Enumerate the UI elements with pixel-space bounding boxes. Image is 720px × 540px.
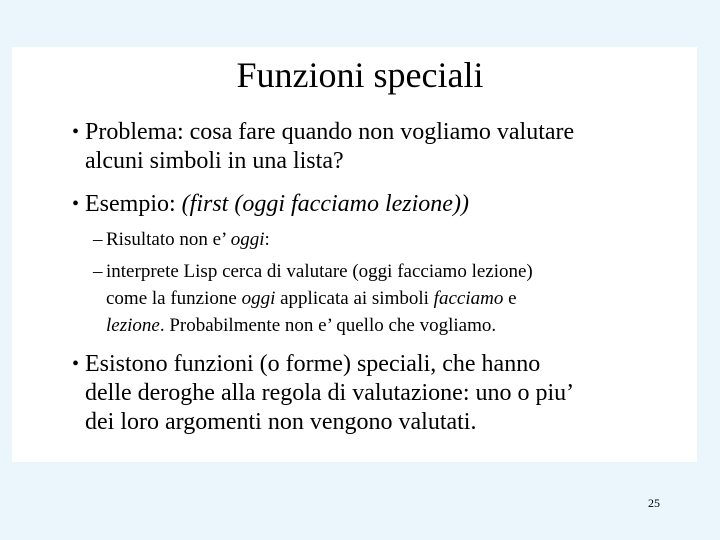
bullet-problem <box>72 118 575 176</box>
page-number: 25 <box>648 496 660 510</box>
sub-bullet-interpreter-line-2 <box>106 285 533 312</box>
sub-bullet-result <box>93 226 270 253</box>
bullet-special-forms-line-1: Esistono funzioni (o forme) speciali, che hanno <box>85 351 541 377</box>
bullet-marker: • <box>72 193 80 215</box>
bullet-special-forms-line-2: delle deroghe alla regola di valutazione: uno o piu’ <box>85 380 575 406</box>
text-segment-italic: oggi <box>241 288 276 309</box>
sub-bullet-interpreter <box>93 258 533 339</box>
sub-bullet-interpreter-line-3 <box>106 312 533 339</box>
bullet-special-forms <box>72 350 575 437</box>
bullet-marker: • <box>72 353 80 375</box>
text-segment-italic: lezione <box>106 315 160 336</box>
sub-bullet-marker: – <box>93 229 103 250</box>
sub-bullet-result-line <box>106 226 270 253</box>
sub-bullet-marker: – <box>93 261 103 282</box>
text-segment: applicata ai simboli <box>275 288 434 309</box>
result-text: Risultato non e’ <box>106 229 231 250</box>
text-segment: come la funzione <box>106 288 242 309</box>
text-segment: e <box>503 288 517 309</box>
bullet-special-forms-line-3: dei loro argomenti non vengono valutati. <box>85 409 477 435</box>
example-label: Esempio: <box>85 191 182 217</box>
result-colon: : <box>264 229 270 250</box>
bullet-problem-line-2: alcuni simboli in una lista? <box>85 148 344 174</box>
example-code: (first (oggi facciamo lezione)) <box>181 191 469 217</box>
bullet-example <box>72 190 469 219</box>
text-segment-italic: facciamo <box>433 288 504 309</box>
bullet-example-line <box>85 190 469 219</box>
slide-title: Funzioni speciali <box>236 55 484 95</box>
bullet-problem-line-1: Problema: cosa fare quando non vogliamo valutare <box>85 119 575 145</box>
sub-bullet-interpreter-line-1: interprete Lisp cerca di valutare (oggi facciamo lezione) <box>106 261 533 282</box>
result-symbol: oggi <box>230 229 265 250</box>
text-segment: . Probabilmente non e’ quello che vogliamo. <box>159 315 497 336</box>
bullet-marker: • <box>72 121 80 143</box>
